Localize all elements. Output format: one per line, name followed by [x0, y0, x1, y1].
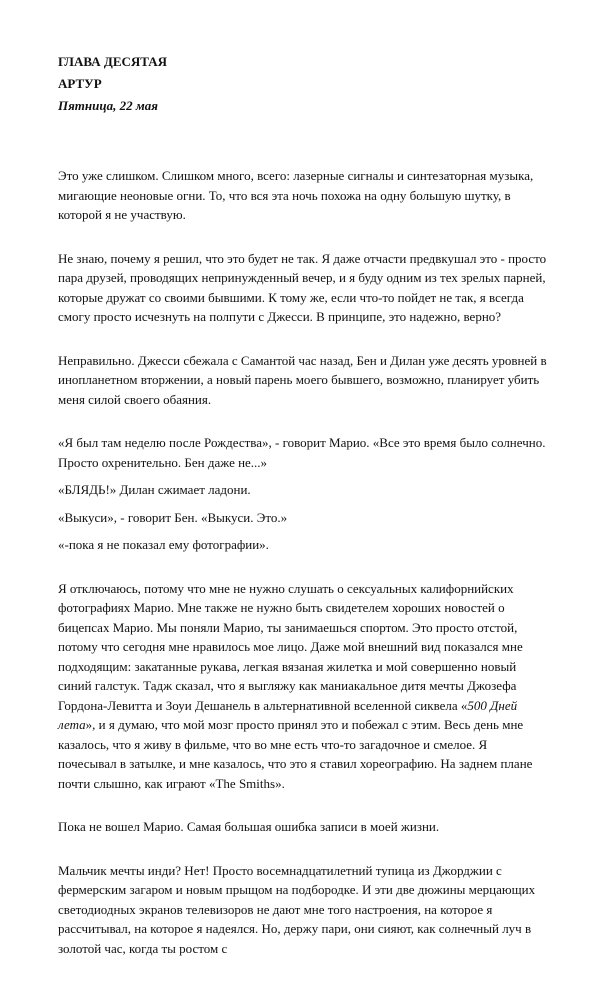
dialogue-line-1: «Я был там неделю после Рождества», - говорит Марио. «Все это время было солнечно. Просто охренительно. Бен даже не...» — [58, 435, 546, 470]
heading-spacer — [58, 116, 548, 166]
movie-title: 500 Дней лета — [58, 697, 518, 732]
paragraph-2: Не знаю, почему я решил, что это будет не так. Я даже отчасти предвкушал это - просто пара друзей, проводящих непринужденный вечер, и я буду одним из тех зрелых парней, которые дружат со своими бывшими. К тому же, если что-то пойдет не так, я всегда смогу просто исчезнуть на полпути с Джесси. В принципе, это надежно, верно? — [58, 250, 547, 324]
paragraph-6: Мальчик мечты инди? Нет! Просто восемнадцатилетний тупица из Джорджии с фермерским загаром и новым прыщом на подбородке. И эти две дюжины мерцающих светодиодных экранов телевизоров не дают мне того настроения, на которое я рассчитывал, на которое я надеялся. Но, держу пари, они сияют, как солнечный луч в золотой час, когда ты ростом с — [58, 862, 536, 956]
paragraph-3: Неправильно. Джесси сбежала с Самантой час назад, Бен и Дилан уже десять уровней в инопланетном вторжении, а новый парень моего бывшего, возможно, планирует убить меня силой своего обаяния. — [58, 352, 547, 407]
paragraph-1: Это уже слишком. Слишком много, всего: лазерные сигналы и синтезаторная музыка, мигающие неоновые огни. То, что вся эта ночь похожа на одну большую шутку, в которой я не участвую. — [58, 168, 534, 222]
narrator-name: АРТУР — [58, 76, 102, 91]
paragraph-4-part-1: Я отключаюсь, потому что мне не нужно слушать о сексуальных калифорнийских фотографиях Марио. Мне также не нужно быть свидетелем хороших новостей о бицепсах Марио. Мы поняли Марио, ты занимаешься спортом. Это просто отстой, потому что сегодня мне нравилось мое лицо. Даже мой внешний вид показался мне подходящим: закатанные рукава, легкая вязаная жилетка и мой совершенно новый синий галстук. Тадж сказал, что я выгляжу как маниакальное дитя мечты Джозефа Гордона-Левитта и Зоуи Дешанель в альтернативной вселенной сиквела « — [58, 580, 523, 713]
paragraph-4-part-2: », и я думаю, что мой мозг просто принял это и побежал с этим. Весь день мне казалось, что я живу в фильме, что во мне есть что-то загадочное и смелое. Я почесывал в затылке, и мне казалось, что это я ставил хореографию. На заднем плане почти слышно, как играют «The Smiths». — [58, 717, 533, 791]
dialogue-line-3: «Выкуси», - говорит Бен. «Выкуси. Это.» — [58, 509, 288, 525]
paragraph-4 — [58, 579, 548, 794]
chapter-date: Пятница, 22 мая — [58, 98, 158, 113]
chapter-title: ГЛАВА ДЕСЯТАЯ — [58, 54, 168, 69]
document-body — [58, 52, 548, 982]
dialogue-line-2: «БЛЯДЬ!» Дилан сжимает ладони. — [58, 482, 251, 497]
dialogue-line-4: «-пока я не показал ему фотографии». — [58, 537, 269, 552]
paragraph-5: Пока не вошел Марио. Самая большая ошибка записи в моей жизни. — [58, 819, 440, 834]
